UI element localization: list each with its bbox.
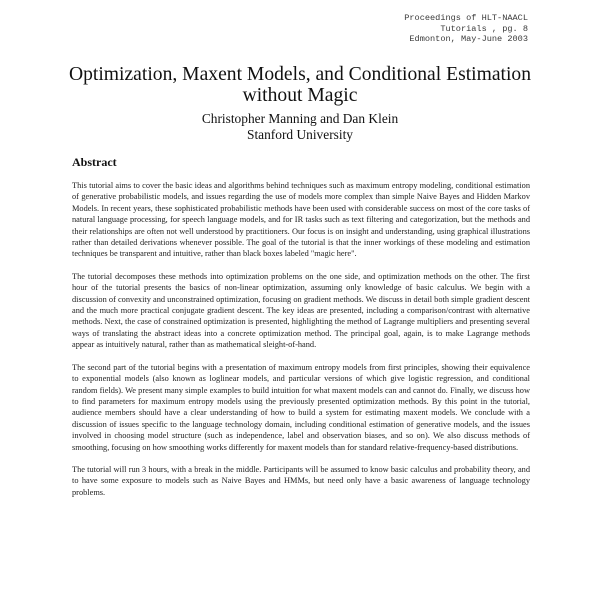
abstract-paragraph: The tutorial will run 3 hours, with a break in the middle. Participants will be assumed to know basic calculus and probability theory, and to have some exposure to models such as Naive Bayes and HMMs, but need only have a basic awareness of language technology problems. bbox=[72, 464, 530, 497]
abstract-paragraph: This tutorial aims to cover the basic ideas and algorithms behind techniques such as maximum entropy modeling, conditional estimation of generative probabilistic models, and issues regarding the use of models more complex than simple Naive Bayes and Hidden Markov Models. In recent years, these sophisticated probabilistic methods have been used with considerable success on most of the core tasks of natural language processing, for speech language models, and for IR tasks such as text filtering and categorization, but the methods and their relationships are often not well understood by practitioners. Our focus is on insight and understanding, using graphical illustrations rather than detailed derivations whenever possible. The goal of the tutorial is that the inner workings of these modeling and estimation techniques be transparent and intuitive, rather than black boxes labeled "magic here". bbox=[72, 181, 530, 259]
abstract-body bbox=[72, 180, 530, 509]
paper-title-line: without Magic bbox=[242, 85, 358, 106]
proceedings-line: Edmonton, May-June 2003 bbox=[409, 34, 528, 45]
abstract-heading: Abstract bbox=[72, 155, 117, 169]
proceedings-line: Proceedings of HLT-NAACL bbox=[404, 13, 528, 23]
abstract-paragraph: The tutorial decomposes these methods into optimization problems on the one side, and optimization methods on the other. The first hour of the tutorial presents the basics of non-linear optimization, assuming only knowledge of basic calculus. We begin with a discussion of convexity and unconstrained optimization, focusing on gradient methods. We discuss in detail both simple gradient descent and the much more practical conjugate gradient descent. The key ideas are presented, including a comparison/contrast with alternative methods. Next, the case of constrained optimization is presented, highlighting the method of Lagrange multipliers and presenting several ways of translating the abstract ideas into a concrete optimization method. The principal goal, again, is to make Lagrange methods appear as intuitively natural, rather than as mathematical sleight-of-hand. bbox=[72, 271, 530, 350]
paper-title bbox=[60, 64, 540, 106]
proceedings-line: Tutorials , pg. 8 bbox=[440, 23, 528, 34]
author-affiliation: Stanford University bbox=[247, 126, 353, 142]
proceedings-header bbox=[404, 13, 528, 45]
author-names: Christopher Manning and Dan Klein bbox=[201, 111, 399, 126]
paper-title-line: Optimization, Maxent Models, and Conditional Estimation bbox=[68, 64, 532, 85]
abstract-paragraph: The second part of the tutorial begins with a presentation of maximum entropy models from first principles, showing their equivalence to exponential models (also known as loglinear models, and particular versions of which give logistic regression, and conditional random fields). We present many simple examples to build intuition for what maxent models can and cannot do. Finally, we discuss how to find parameters for maximum entropy models using the previously presented optimization methods. By this point in the tutorial, audience members should have a clear understanding of how to build a system for estimating maxent models. We conclude with a discussion of issues specific to the language technology domain, including conditional estimation of generative models, and the issues involved in choosing model structure (such as independence, label and observation biases, and so on). We also discuss methods of smoothing, focusing on how smoothing works differently for maxent models than for standard relative-frequency-based distributions. bbox=[72, 362, 530, 452]
author-block bbox=[60, 111, 540, 142]
